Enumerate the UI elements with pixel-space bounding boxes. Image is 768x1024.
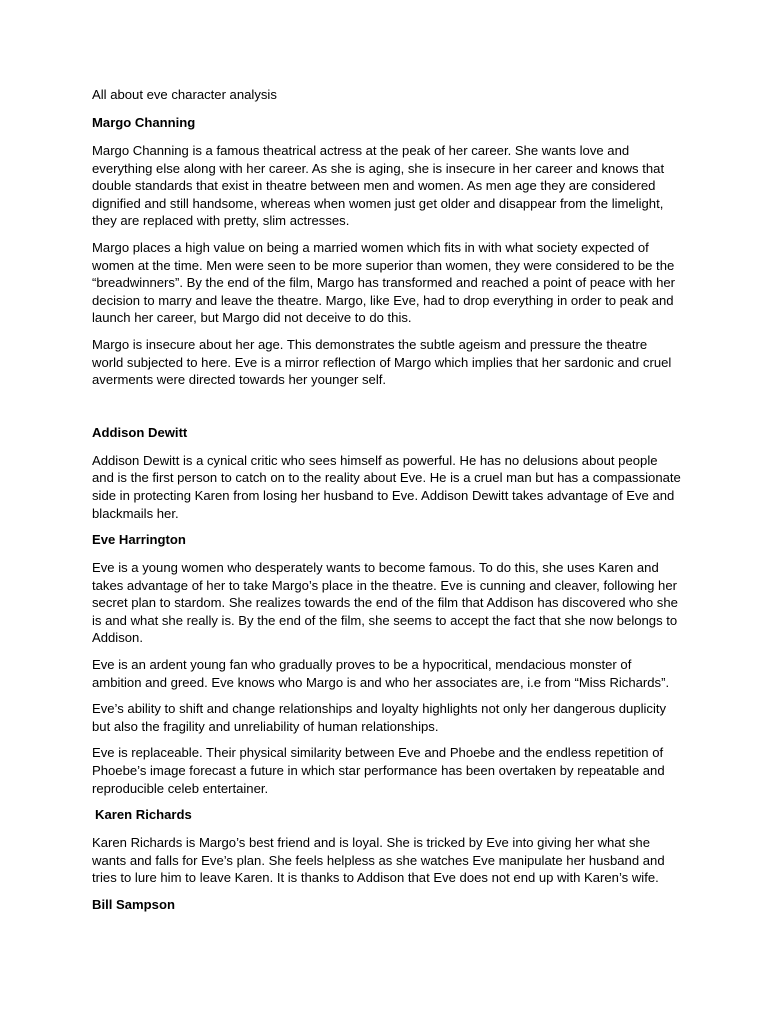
- section-margo-channing: [92, 114, 682, 389]
- paragraph: Eve’s ability to shift and change relationships and loyalty highlights not only her dangerous duplicity but also the fragility and unreliability of human relationships.: [92, 701, 667, 734]
- section-heading: Karen Richards: [95, 807, 192, 823]
- section-eve-harrington: [92, 531, 682, 797]
- paragraph: Karen Richards is Margo’s best friend and is loyal. She is tricked by Eve into giving her what she wants and falls for Eve’s plan. She feels helpless as she watches Eve manipulate her husband and tries to lure him to leave Karen. It is thanks to Addison that Eve does not end up with Karen’s wife.: [92, 835, 665, 886]
- section-addison-dewitt: [92, 424, 682, 522]
- section-heading: Margo Channing: [92, 115, 196, 130]
- paragraph: Addison Dewitt is a cynical critic who sees himself as powerful. He has no delusions about people and is the first person to catch on to the reality about Eve. He is a cruel man but has a compassionate side in protecting Karen from losing her husband to Eve. Addison Dewitt takes advantage of Eve and blackmails her.: [92, 452, 681, 521]
- section-heading: Eve Harrington: [92, 532, 186, 548]
- section-spacer: [92, 398, 682, 424]
- paragraph: Margo is insecure about her age. This demonstrates the subtle ageism and pressure the theatre world subjected to here. Eve is a mirror reflection of Margo which implies that her sardonic and cruel averments were directed towards her younger self.: [92, 336, 672, 388]
- section-karen-richards: [92, 806, 682, 887]
- document-title: All about eve character analysis: [92, 87, 277, 102]
- paragraph: Eve is a young women who desperately wants to become famous. To do this, she uses Karen and takes advantage of her to take Margo’s place in the theatre. Eve is cunning and cleaver, following her secret plan to stardom. She realizes towards the end of the film that Addison has discovered who she is and what she really is. By the end of the film, she seems to accept the fact that she now belongs to Addison.: [92, 560, 678, 646]
- paragraph: Eve is replaceable. Their physical similarity between Eve and Phoebe and the endless repetition of Phoebe’s image forecast a future in which star performance has been overtaken by repeatable and reproducible celeb entertainer.: [92, 745, 665, 796]
- document-page: [92, 86, 682, 924]
- paragraph: Margo Channing is a famous theatrical actress at the peak of her career. She wants love and everything else along with her career. As she is aging, she is insecure in her career and knows that double standards that exist in theatre between men and women. As men age they are considered dignified and still handsome, whereas when women just get older and disappear from the limelight, they are replaced with pretty, slim actresses.: [92, 143, 665, 229]
- paragraph: Eve is an ardent young fan who gradually proves to be a hypocritical, mendacious monster of ambition and greed. Eve knows who Margo is and who her associates are, i.e from “Miss Richards”.: [92, 657, 670, 690]
- section-bill-sampson: [92, 896, 682, 914]
- section-heading: Addison Dewitt: [92, 424, 188, 440]
- paragraph: Margo places a high value on being a married women which fits in with what society expected of women at the time. Men were seen to be more superior than women, they were considered to be the “breadwinners”. By the end of the film, Margo has transformed and reached a point of peace with her decision to marry and leave the theatre. Margo, like Eve, had to drop everything in order to peak and launch her career, but Margo did not deceive to do this.: [92, 239, 675, 326]
- section-heading: Bill Sampson: [92, 897, 175, 912]
